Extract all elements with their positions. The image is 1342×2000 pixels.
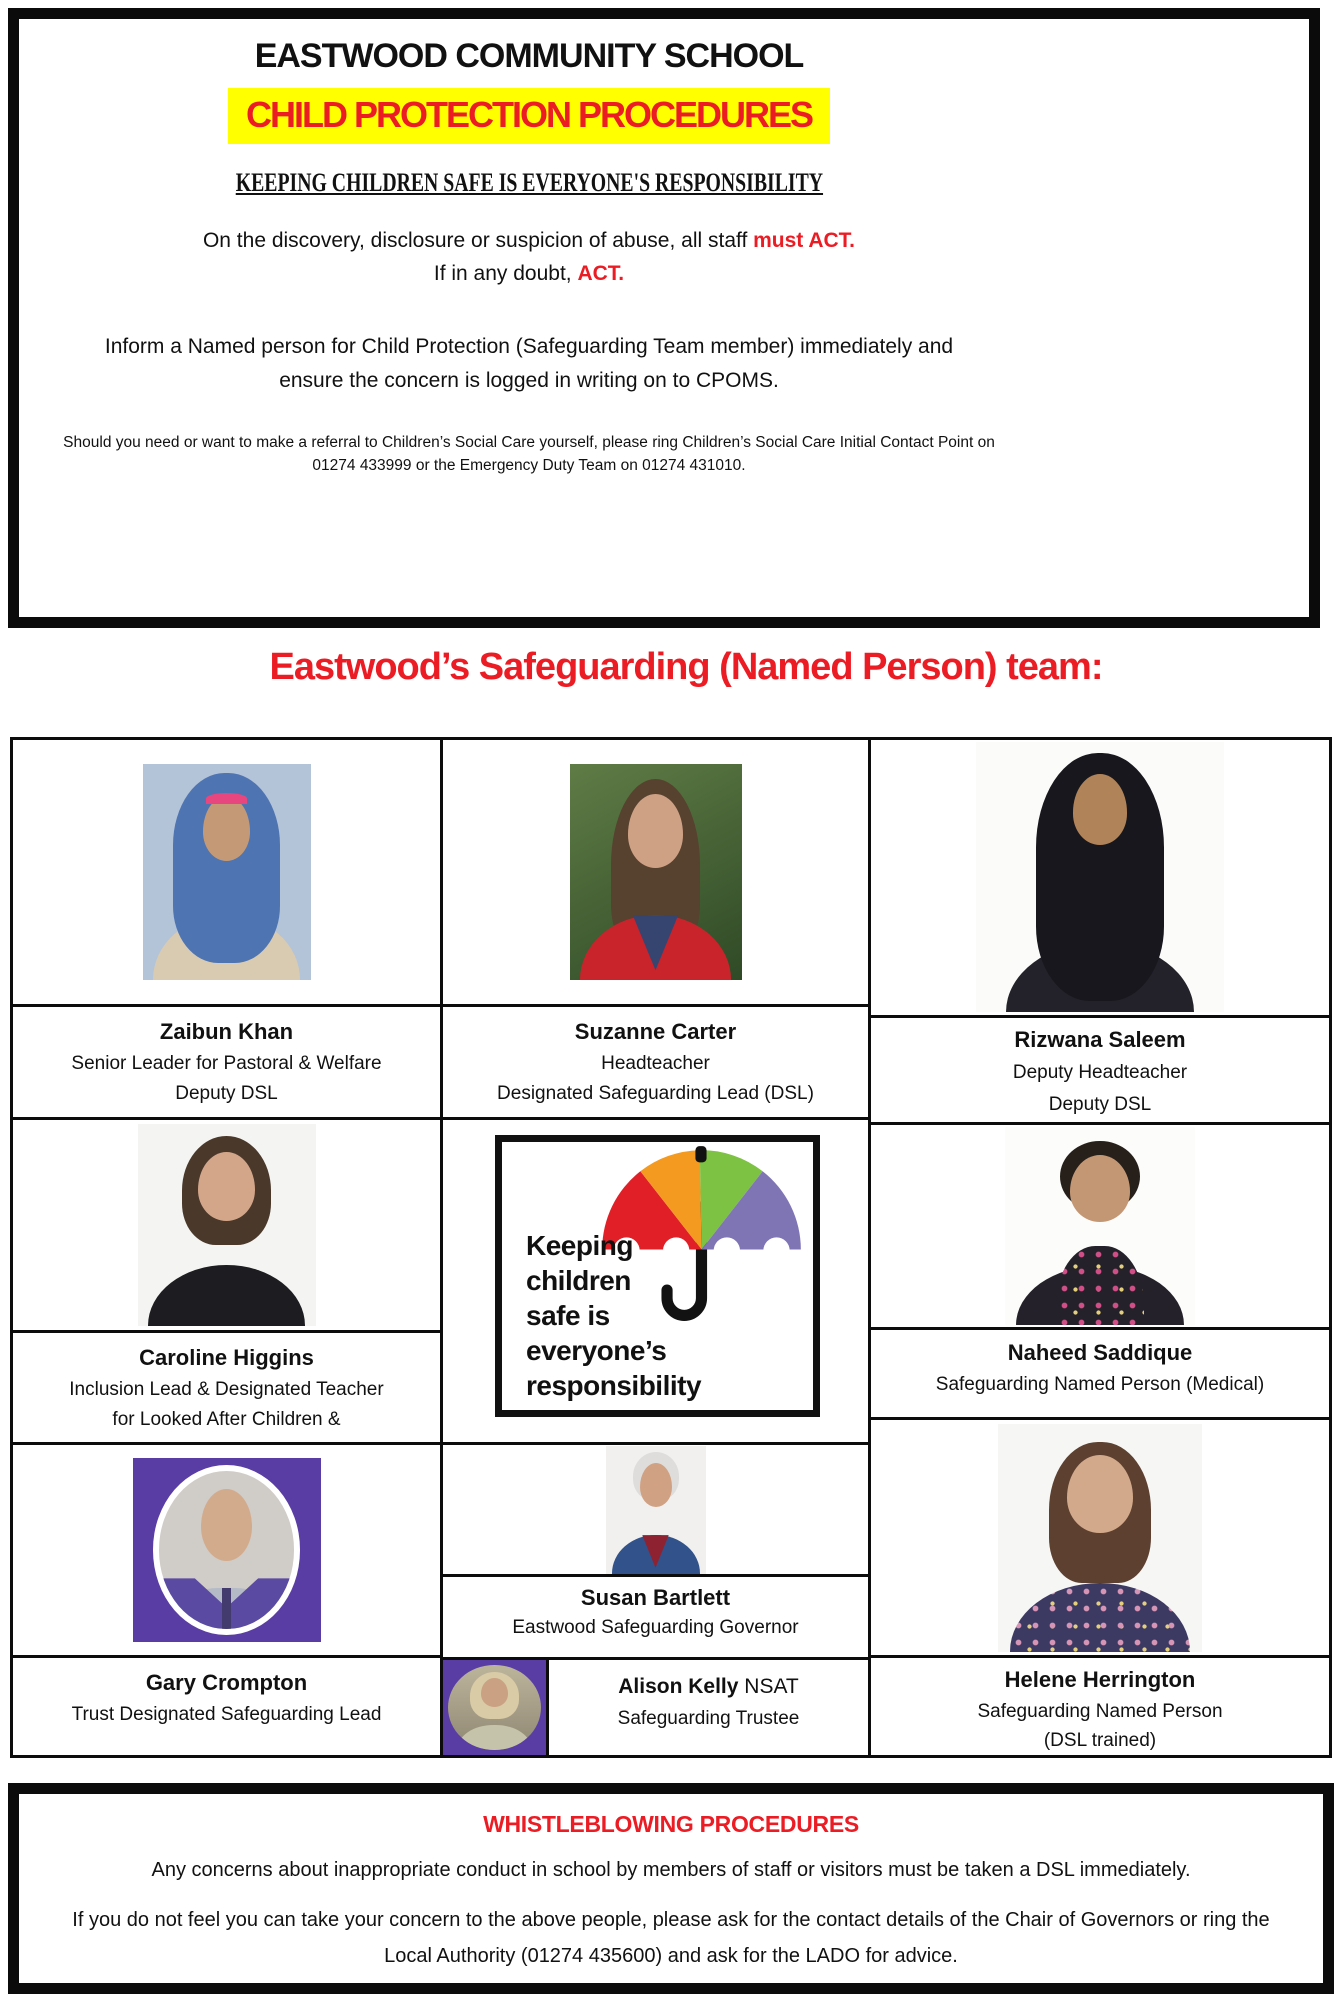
child-protection-banner: CHILD PROTECTION PROCEDURES: [228, 88, 830, 144]
member-role: Safeguarding Named Person: [977, 1701, 1223, 1722]
referral-line2: 01274 433999 or the Emergency Duty Team on 01274 431010.: [312, 457, 746, 474]
logo-line: everyone’s: [526, 1335, 667, 1366]
member-name: Susan Bartlett: [580, 1585, 731, 1610]
member-name: Caroline Higgins: [139, 1345, 314, 1370]
torso-shape: [148, 1265, 305, 1326]
team-table: [10, 737, 1332, 1758]
torso-shape: [580, 915, 731, 980]
face-shape: [1067, 1455, 1132, 1533]
whistleblowing-para2-line2: Local Authority (01274 435600) and ask for the LADO for advice.: [384, 1945, 958, 1967]
name-cell-naheed: [868, 1327, 1332, 1420]
member-role: Headteacher: [601, 1053, 710, 1074]
name-cell-suzanne: [440, 1004, 871, 1120]
member-role: (DSL trained): [1043, 1730, 1157, 1751]
name-cell-gary: [10, 1655, 443, 1758]
logo-line: responsibility: [526, 1370, 702, 1401]
member-role: for Looked After Children &: [112, 1409, 341, 1430]
act-paragraph: [29, 224, 1029, 290]
face-shape: [201, 1489, 252, 1561]
member-name: Alison Kelly: [618, 1675, 739, 1698]
member-role: Trust Designated Safeguarding Lead: [71, 1704, 382, 1725]
face-shape: [640, 1463, 672, 1507]
header-box: [8, 8, 1320, 628]
name-cell-rizwana: [868, 1015, 1332, 1125]
safety-slogan: KEEPING CHILDREN SAFE IS EVERYONE'S RESPONSIBILITY: [235, 168, 823, 197]
floral-torso-shape: [1010, 1583, 1190, 1651]
portrait-alison-kelly: [443, 1660, 549, 1755]
member-name: Gary Crompton: [145, 1670, 308, 1695]
portrait-susan-bartlett: [606, 1446, 706, 1574]
photo-cell-susan: [440, 1442, 871, 1577]
member-name: Naheed Saddique: [1007, 1340, 1193, 1365]
member-name: Rizwana Saleem: [1014, 1027, 1186, 1052]
face-shape: [198, 1152, 255, 1221]
portrait-gary-crompton: [133, 1458, 321, 1642]
name-cell-helene: [868, 1655, 1332, 1758]
portrait-suzanne-carter: [570, 764, 742, 980]
act-line1-emphasis: must ACT.: [753, 229, 856, 252]
cell-alison: [440, 1657, 871, 1758]
photo-cell-helene: [868, 1417, 1332, 1658]
whistleblowing-box: [8, 1783, 1334, 1994]
logo-line: Keeping: [526, 1230, 633, 1261]
whistleblowing-title: WHISTLEBLOWING PROCEDURES: [483, 1811, 859, 1837]
name-cell-caroline: [10, 1330, 443, 1445]
photo-cell-caroline: [10, 1117, 443, 1333]
scarf-shape: [457, 1725, 531, 1751]
referral-line1: Should you need or want to make a referral to Children’s Social Care yourself, please ring Children’s Social Care Initial Contact Point on: [63, 434, 995, 451]
logo-text: [526, 1228, 701, 1403]
member-role: Deputy DSL: [175, 1083, 278, 1104]
member-role: Deputy DSL: [1048, 1094, 1152, 1115]
team-heading: Eastwood’s Safeguarding (Named Person) team:: [269, 646, 1103, 688]
member-role: Eastwood Safeguarding Governor: [512, 1617, 799, 1638]
member-role: Inclusion Lead & Designated Teacher: [69, 1379, 384, 1400]
portrait-zaibun-khan: [143, 764, 311, 980]
inform-paragraph: [29, 330, 1029, 398]
portrait-rizwana-saleem: [976, 742, 1224, 1012]
inform-line1: Inform a Named person for Child Protection (Safeguarding Team member) immediately and: [104, 335, 954, 358]
school-title: EASTWOOD COMMUNITY SCHOOL: [254, 37, 804, 75]
photo-cell-rizwana: [868, 737, 1332, 1018]
referral-paragraph: [29, 431, 1029, 477]
photo-cell-zaibun: [10, 737, 443, 1007]
whistleblowing-para2: [19, 1902, 1323, 1974]
circle-frame: [448, 1665, 541, 1751]
name-cell-alison: [549, 1660, 868, 1755]
photo-cell-naheed: [868, 1122, 1332, 1330]
logo-cell: [440, 1117, 871, 1445]
whistleblowing-para2-line1: If you do not feel you can take your concern to the above people, please ask for the contact details of the Chair of Governors or ring the: [72, 1909, 1270, 1931]
member-role: Deputy Headteacher: [1012, 1062, 1188, 1083]
face-shape: [203, 796, 250, 861]
keeping-children-safe-logo: [495, 1135, 820, 1417]
act-line2-emphasis: ACT.: [577, 262, 625, 285]
floral-scarf-shape: [1056, 1246, 1143, 1325]
member-role: Safeguarding Trustee: [617, 1708, 800, 1729]
member-name: Helene Herrington: [1004, 1667, 1196, 1692]
member-role: Safeguarding Named Person (Medical): [935, 1374, 1265, 1395]
act-line1-prefix: On the discovery, disclosure or suspicion of abuse, all staff: [202, 229, 754, 252]
member-name: Zaibun Khan: [159, 1019, 294, 1044]
tie-shape: [222, 1588, 231, 1629]
member-name: Suzanne Carter: [574, 1019, 737, 1044]
portrait-helene-herrington: [998, 1424, 1202, 1652]
act-line2-prefix: If in any doubt,: [433, 262, 578, 285]
member-role: Designated Safeguarding Lead (DSL): [497, 1083, 814, 1104]
photo-cell-suzanne: [440, 737, 871, 1007]
portrait-caroline-higgins: [138, 1124, 316, 1326]
portrait-naheed-saddique: [1005, 1127, 1195, 1325]
photo-cell-gary: [10, 1442, 443, 1658]
oval-frame: [153, 1465, 300, 1634]
headband-shape: [206, 793, 246, 804]
logo-line: children: [526, 1265, 631, 1296]
member-name-suffix: NSAT: [738, 1675, 799, 1698]
torso-shape: [612, 1535, 700, 1573]
inform-line2: ensure the concern is logged in writing on to CPOMS.: [279, 369, 779, 392]
face-shape: [628, 794, 683, 867]
name-cell-zaibun: [10, 1004, 443, 1120]
logo-line: safe is: [526, 1300, 610, 1331]
face-shape: [1070, 1155, 1131, 1222]
face-shape: [1073, 774, 1128, 844]
name-cell-susan: [440, 1574, 871, 1660]
whistleblowing-para1: Any concerns about inappropriate conduct in school by members of staff or visitors must be taken a DSL immediately.: [151, 1859, 1191, 1881]
member-role: Senior Leader for Pastoral & Welfare: [71, 1053, 382, 1074]
